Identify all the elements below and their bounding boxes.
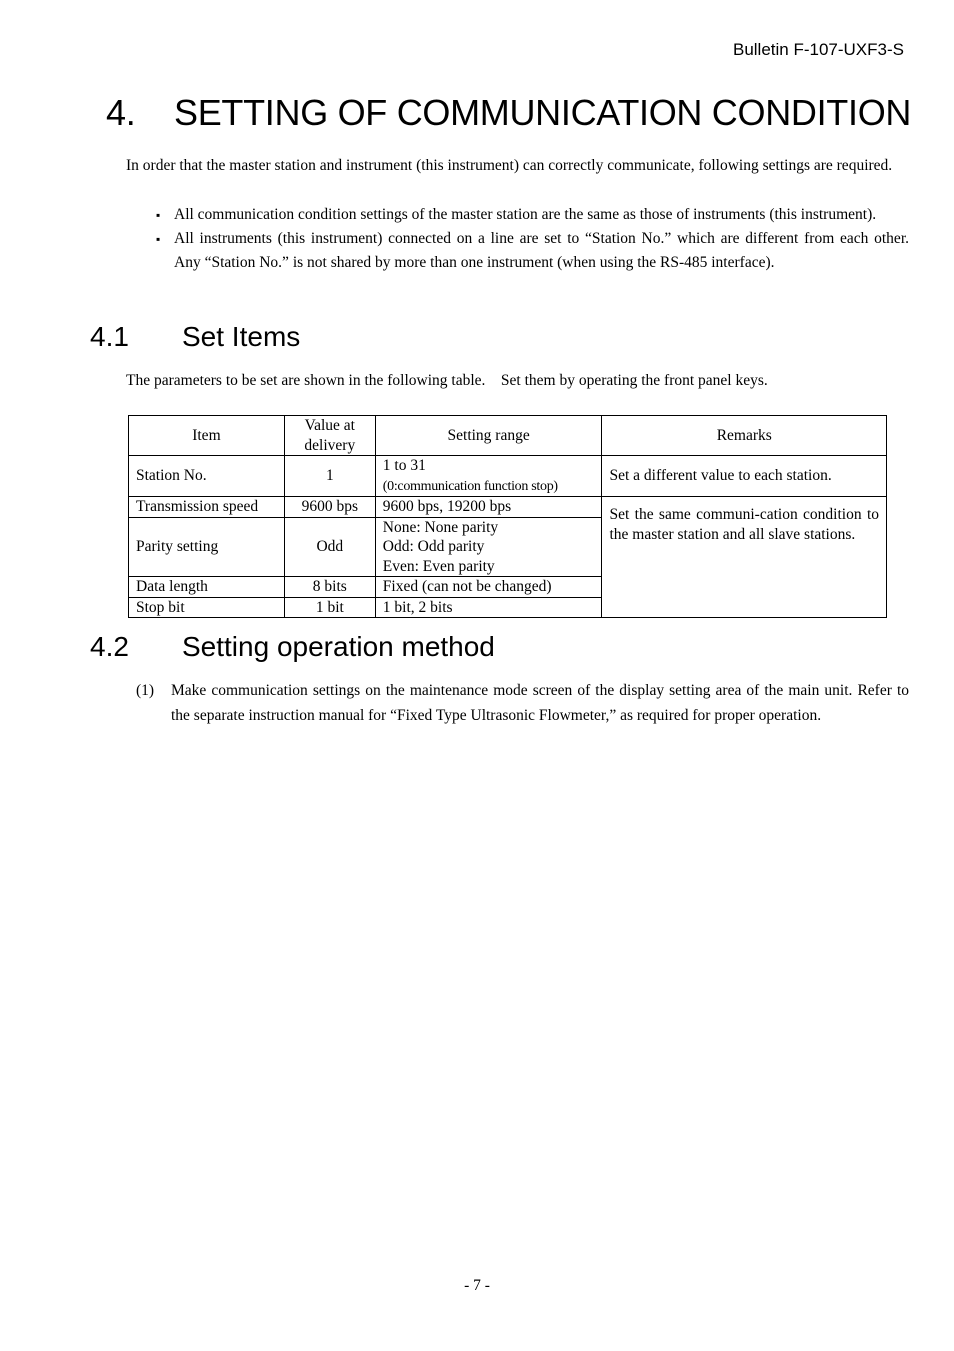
header-item: Item	[129, 416, 285, 456]
requirement-list	[156, 203, 925, 275]
range-line: Odd: Odd parity	[382, 538, 485, 555]
operation-steps	[136, 679, 909, 728]
list-item-text: All communication condition settings of the master station are the same as those of instruments (this instrument).	[174, 206, 877, 223]
cell-range	[375, 517, 602, 577]
bullet-icon: ▪	[156, 232, 161, 246]
step-number: (1)	[136, 682, 155, 699]
cell-value: 1 bit	[284, 597, 375, 618]
cell-range: Fixed (can not be changed)	[375, 577, 602, 598]
bullet-icon: ▪	[156, 208, 161, 222]
cell-value: 1	[284, 456, 375, 497]
cell-value: 8 bits	[284, 577, 375, 598]
list-item	[136, 679, 909, 728]
cell-item: Transmission speed	[129, 497, 285, 518]
cell-range: 1 bit, 2 bits	[375, 597, 602, 618]
step-text: Make communication settings on the maintenance mode screen of the display setting area of the main unit. Refer to the separate instruction manual for “Fixed Type Ultrasonic Flowmeter,” as required for proper operation.	[171, 682, 909, 724]
cell-value: 9600 bps	[284, 497, 375, 518]
cell-shared-remarks: Set the same communi-cation condition to the master station and all slave stations.	[602, 497, 887, 618]
section-4-number: 4.	[106, 92, 136, 133]
cell-item: Data length	[129, 577, 285, 598]
cell-remarks: Set a different value to each station.	[602, 456, 887, 497]
cell-range: 9600 bps, 19200 bps	[375, 497, 602, 518]
section-4-heading	[106, 92, 911, 134]
section-4-2-heading	[90, 631, 495, 663]
section-4-1-title: Set Items	[182, 321, 301, 352]
section-4-title: SETTING OF COMMUNICATION CONDITION	[174, 92, 912, 133]
range-line: (0:communication function stop)	[382, 478, 558, 494]
bulletin-number: Bulletin F-107-UXF3-S	[732, 40, 904, 59]
table-row	[129, 456, 887, 497]
header-setting-range: Setting range	[375, 416, 602, 456]
list-item-text: All instruments (this instrument) connected on a line are set to “Station No.” which are different from each other. Any “Station No.” is not shared by more than one instrument (when using the RS-485 interface).	[174, 230, 925, 271]
table-header-row	[129, 416, 887, 456]
section-4-1-number: 4.1	[90, 321, 129, 352]
list-item	[156, 203, 909, 227]
range-line: None: None parity	[382, 518, 499, 536]
cell-item: Stop bit	[129, 597, 285, 618]
header-value-at-delivery	[284, 416, 375, 456]
range-line: 1 to 31	[382, 457, 426, 474]
cell-item: Parity setting	[129, 517, 285, 577]
list-item	[156, 227, 925, 275]
header-value-line2: delivery	[304, 436, 356, 454]
section-4-intro: In order that the master station and instrument (this instrument) can correctly communicate, following settings are required.	[126, 157, 893, 174]
section-4-1-intro: The parameters to be set are shown in the following table. Set them by operating the front panel keys.	[126, 372, 768, 389]
header-value-line1: Value at	[304, 417, 355, 434]
section-4-2-title: Setting operation method	[182, 631, 495, 662]
page-number: - 7 -	[464, 1277, 490, 1294]
cell-range	[375, 456, 602, 497]
section-4-1-heading	[90, 321, 300, 353]
cell-item: Station No.	[129, 456, 285, 497]
table-row	[129, 497, 887, 518]
cell-value: Odd	[284, 517, 375, 577]
set-items-table	[128, 415, 887, 618]
section-4-2-number: 4.2	[90, 631, 129, 662]
range-line: Even: Even parity	[382, 557, 495, 575]
header-remarks: Remarks	[602, 416, 887, 456]
